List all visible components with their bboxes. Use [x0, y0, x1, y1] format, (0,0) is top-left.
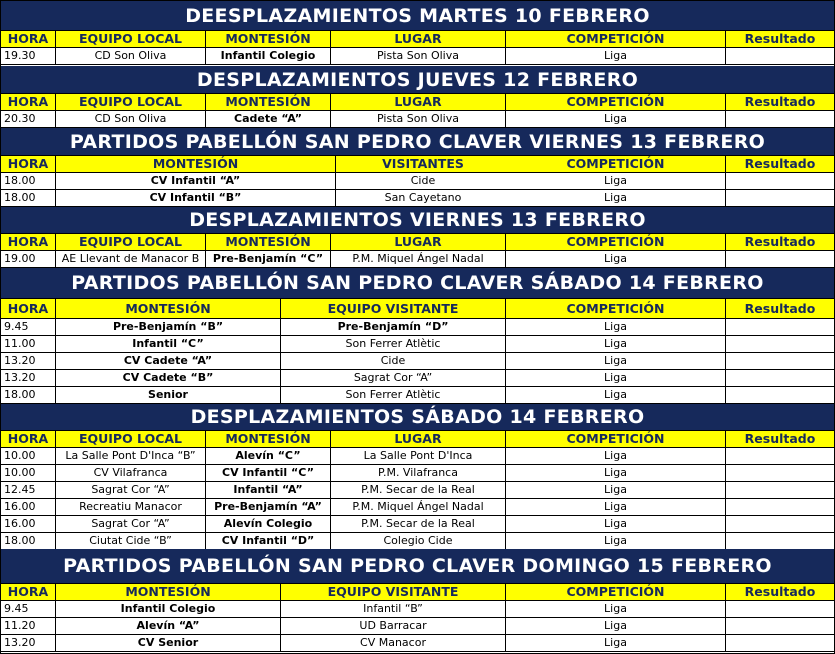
cell-lugar: P.M. Secar de la Real — [331, 516, 506, 533]
cell-lugar: Pista Son Oliva — [331, 111, 506, 128]
cell-resultado — [726, 190, 834, 207]
column-header-equipo-visitante: EQUIPO VISITANTE — [281, 584, 506, 601]
section-title: DESPLAZAMIENTOS VIERNES 13 FEBRERO — [1, 207, 834, 234]
table-row — [1, 251, 834, 268]
section-title: PARTIDOS PABELLÓN SAN PEDRO CLAVER DOMINGO 15 FEBRERO — [1, 549, 834, 584]
cell-competicion: Liga — [506, 48, 726, 65]
column-header-lugar: LUGAR — [331, 31, 506, 48]
column-header-lugar: LUGAR — [331, 431, 506, 448]
cell-lugar: P.M. Vilafranca — [331, 465, 506, 482]
cell-resultado — [726, 465, 834, 482]
cell-lugar: La Salle Pont D'Inca — [331, 448, 506, 465]
section-title: DESPLAZAMIENTOS SÁBADO 14 FEBRERO — [1, 404, 834, 431]
column-header-competicion: COMPETICIÓN — [506, 156, 726, 173]
cell-resultado — [726, 448, 834, 465]
table-row — [1, 370, 834, 387]
column-header-hora: HORA — [1, 234, 56, 251]
column-header-equipo-local: EQUIPO LOCAL — [56, 94, 206, 111]
cell-montesion: CV Senior — [56, 635, 281, 652]
cell-hora: 9.45 — [1, 601, 56, 618]
cell-resultado — [726, 601, 834, 618]
cell-equipo-visitante: UD Barracar — [281, 618, 506, 635]
header-row — [1, 234, 834, 251]
table-row — [1, 516, 834, 533]
cell-competicion: Liga — [506, 173, 726, 190]
column-header-resultado: Resultado — [726, 31, 834, 48]
column-header-montesion: MONTESIÓN — [56, 299, 281, 319]
table-row — [1, 465, 834, 482]
section-title: DESPLAZAMIENTOS JUEVES 12 FEBRERO — [1, 66, 834, 94]
column-header-lugar: LUGAR — [331, 94, 506, 111]
column-header-resultado: Resultado — [726, 584, 834, 601]
cell-resultado — [726, 173, 834, 190]
cell-hora: 11.00 — [1, 336, 56, 353]
cell-hora: 13.20 — [1, 635, 56, 652]
cell-equipo-visitante: Son Ferrer Atlètic — [281, 336, 506, 353]
table-row — [1, 111, 834, 128]
column-header-competicion: COMPETICIÓN — [506, 431, 726, 448]
cell-competicion: Liga — [506, 370, 726, 387]
cell-equipo-visitante: Cide — [281, 353, 506, 370]
cell-resultado — [726, 387, 834, 404]
cell-competicion: Liga — [506, 387, 726, 404]
cell-hora: 12.45 — [1, 482, 56, 499]
cell-resultado — [726, 533, 834, 550]
column-header-resultado: Resultado — [726, 234, 834, 251]
column-header-equipo-visitante: EQUIPO VISITANTE — [281, 299, 506, 319]
cell-resultado — [726, 618, 834, 635]
cell-hora: 19.00 — [1, 251, 56, 268]
cell-competicion: Liga — [506, 336, 726, 353]
cell-competicion: Liga — [506, 319, 726, 336]
cell-lugar: Colegio Cide — [331, 533, 506, 550]
column-header-resultado: Resultado — [726, 94, 834, 111]
cell-equipo-visitante: Infantil “B” — [281, 601, 506, 618]
cell-hora: 10.00 — [1, 465, 56, 482]
header-row — [1, 431, 834, 448]
column-header-hora: HORA — [1, 584, 56, 601]
table-row — [1, 601, 834, 618]
cell-resultado — [726, 516, 834, 533]
column-header-equipo-local: EQUIPO LOCAL — [56, 431, 206, 448]
cell-equipo-local: CD Son Oliva — [56, 111, 206, 128]
column-header-montesion: MONTESIÓN — [56, 156, 336, 173]
table-row — [1, 336, 834, 353]
cell-resultado — [726, 482, 834, 499]
table-row — [1, 482, 834, 499]
cell-competicion: Liga — [506, 190, 726, 207]
cell-resultado — [726, 370, 834, 387]
cell-lugar: P.M. Miquel Ángel Nadal — [331, 251, 506, 268]
table-row — [1, 387, 834, 404]
cell-montesion: Infantil Colegio — [56, 601, 281, 618]
cell-hora: 18.00 — [1, 533, 56, 550]
cell-hora: 10.00 — [1, 448, 56, 465]
cell-montesion: Pre-Benjamín “B” — [56, 319, 281, 336]
cell-competicion: Liga — [506, 465, 726, 482]
header-row — [1, 584, 834, 601]
column-header-montesion: MONTESIÓN — [56, 584, 281, 601]
cell-resultado — [726, 111, 834, 128]
cell-competicion: Liga — [506, 516, 726, 533]
cell-visitantes: San Cayetano — [336, 190, 511, 207]
cell-montesion: CV Infantil “D” — [206, 533, 331, 550]
cell-equipo-local: Sagrat Cor “A” — [56, 482, 206, 499]
column-header-montesion: MONTESIÓN — [206, 94, 331, 111]
cell-competicion: Liga — [506, 353, 726, 370]
cell-montesion: CV Cadete “A” — [56, 353, 281, 370]
cell-montesion: Alevín “A” — [56, 618, 281, 635]
column-header-montesion: MONTESIÓN — [206, 234, 331, 251]
cell-equipo-visitante: Son Ferrer Atlètic — [281, 387, 506, 404]
cell-resultado — [726, 251, 834, 268]
cell-hora: 18.00 — [1, 387, 56, 404]
cell-montesion: Infantil “C” — [56, 336, 281, 353]
cell-equipo-visitante: Sagrat Cor “A” — [281, 370, 506, 387]
cell-resultado — [726, 635, 834, 652]
cell-lugar: P.M. Miquel Ángel Nadal — [331, 499, 506, 516]
column-header-competicion: COMPETICIÓN — [506, 299, 726, 319]
cell-equipo-local: AE Llevant de Manacor B — [56, 251, 206, 268]
column-header-hora: HORA — [1, 431, 56, 448]
cell-hora: 16.00 — [1, 516, 56, 533]
cell-montesion: Pre-Benjamín “A” — [206, 499, 331, 516]
cell-montesion: Infantil “A” — [206, 482, 331, 499]
column-header-resultado: Resultado — [726, 431, 834, 448]
cell-equipo-local: CD Son Oliva — [56, 48, 206, 65]
cell-hora: 19.30 — [1, 48, 56, 65]
table-row — [1, 635, 834, 652]
cell-competicion: Liga — [506, 635, 726, 652]
column-header-hora: HORA — [1, 299, 56, 319]
cell-equipo-local: Sagrat Cor “A” — [56, 516, 206, 533]
column-header-lugar: LUGAR — [331, 234, 506, 251]
column-header-resultado: Resultado — [726, 299, 834, 319]
header-row — [1, 156, 834, 173]
cell-competicion: Liga — [506, 251, 726, 268]
cell-hora: 18.00 — [1, 173, 56, 190]
header-row — [1, 299, 834, 319]
cell-competicion: Liga — [506, 111, 726, 128]
cell-montesion: Cadete “A” — [206, 111, 331, 128]
column-header-competicion: COMPETICIÓN — [506, 234, 726, 251]
cell-hora: 16.00 — [1, 499, 56, 516]
table-row — [1, 448, 834, 465]
cell-lugar: P.M. Secar de la Real — [331, 482, 506, 499]
column-header-competicion: COMPETICIÓN — [506, 584, 726, 601]
cell-competicion: Liga — [506, 482, 726, 499]
cell-montesion: CV Infantil “B” — [56, 190, 336, 207]
cell-hora: 9.45 — [1, 319, 56, 336]
section-title: PARTIDOS PABELLÓN SAN PEDRO CLAVER SÁBADO 14 FEBRERO — [1, 268, 834, 299]
cell-visitantes: Cide — [336, 173, 511, 190]
cell-montesion: Alevín Colegio — [206, 516, 331, 533]
column-header-competicion: COMPETICIÓN — [506, 31, 726, 48]
cell-competicion: Liga — [506, 601, 726, 618]
section-title: DEESPLAZAMIENTOS MARTES 10 FEBRERO — [1, 1, 834, 31]
cell-montesion: Senior — [56, 387, 281, 404]
cell-equipo-visitante: CV Manacor — [281, 635, 506, 652]
table-row — [1, 618, 834, 635]
cell-montesion: Infantil Colegio — [206, 48, 331, 65]
cell-montesion: Alevín “C” — [206, 448, 331, 465]
cell-equipo-visitante: Pre-Benjamín “D” — [281, 319, 506, 336]
cell-equipo-local: Ciutat Cide “B” — [56, 533, 206, 550]
cell-equipo-local: La Salle Pont D'Inca “B” — [56, 448, 206, 465]
table-row — [1, 533, 834, 550]
column-header-hora: HORA — [1, 94, 56, 111]
cell-resultado — [726, 353, 834, 370]
cell-competicion: Liga — [506, 533, 726, 550]
column-header-equipo-local: EQUIPO LOCAL — [56, 31, 206, 48]
cell-hora: 20.30 — [1, 111, 56, 128]
column-header-hora: HORA — [1, 156, 56, 173]
cell-resultado — [726, 336, 834, 353]
cell-hora: 13.20 — [1, 353, 56, 370]
cell-hora: 13.20 — [1, 370, 56, 387]
cell-montesion: CV Infantil “A” — [56, 173, 336, 190]
header-row — [1, 31, 834, 48]
cell-resultado — [726, 319, 834, 336]
table-row — [1, 48, 834, 65]
table-row — [1, 173, 834, 190]
column-header-equipo-local: EQUIPO LOCAL — [56, 234, 206, 251]
column-header-competicion: COMPETICIÓN — [506, 94, 726, 111]
table-row — [1, 353, 834, 370]
section-title: PARTIDOS PABELLÓN SAN PEDRO CLAVER VIERNES 13 FEBRERO — [1, 128, 834, 156]
cell-equipo-local: Recreatiu Manacor — [56, 499, 206, 516]
column-header-montesion: MONTESIÓN — [206, 31, 331, 48]
column-header-resultado: Resultado — [726, 156, 834, 173]
cell-resultado — [726, 48, 834, 65]
column-header-hora: HORA — [1, 31, 56, 48]
cell-hora: 11.20 — [1, 618, 56, 635]
table-row — [1, 499, 834, 516]
cell-equipo-local: CV Vilafranca — [56, 465, 206, 482]
cell-competicion: Liga — [506, 618, 726, 635]
cell-lugar: Pista Son Oliva — [331, 48, 506, 65]
table-row — [1, 190, 834, 207]
cell-hora: 18.00 — [1, 190, 56, 207]
cell-montesion: CV Infantil “C” — [206, 465, 331, 482]
column-header-montesion: MONTESIÓN — [206, 431, 331, 448]
cell-montesion: CV Cadete “B” — [56, 370, 281, 387]
cell-competicion: Liga — [506, 499, 726, 516]
cell-resultado — [726, 499, 834, 516]
header-row — [1, 94, 834, 111]
cell-competicion: Liga — [506, 448, 726, 465]
cell-montesion: Pre-Benjamín “C” — [206, 251, 331, 268]
column-header-visitantes: VISITANTES — [336, 156, 511, 173]
table-row — [1, 319, 834, 336]
